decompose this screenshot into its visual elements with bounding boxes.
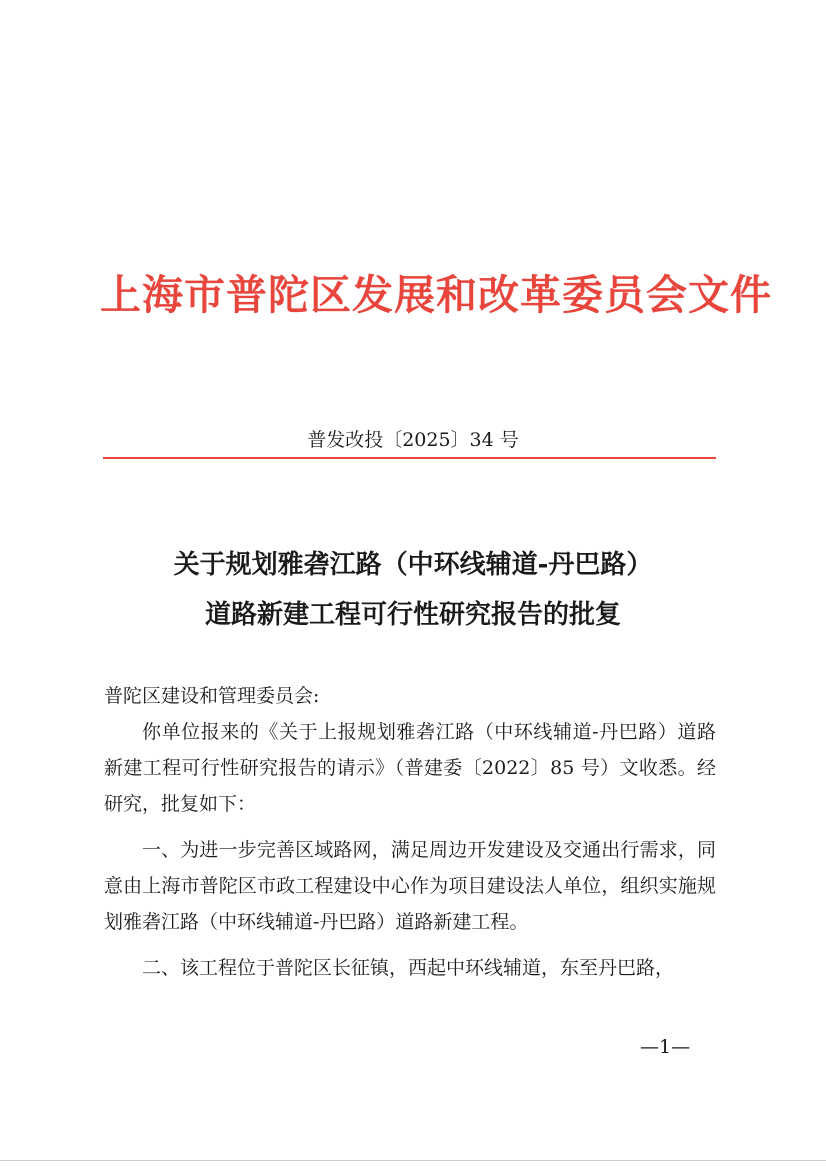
document-number: 普发改投〔2025〕34 号 xyxy=(307,429,519,451)
document-title xyxy=(100,540,726,640)
body-paragraph: 你单位报来的《关于上报规划雅砻江路（中环线辅道-丹巴路）道路新建工程可行性研究报告的请示》（普建委〔2022〕85 号）文收悉。经研究，批复如下： xyxy=(104,721,716,815)
body-paragraph: 二、该工程位于普陀区长征镇，西起中环线辅道，东至丹巴路， xyxy=(142,957,675,979)
scan-edge-line xyxy=(0,1160,826,1161)
addressee: 普陀区建设和管理委员会: xyxy=(104,685,320,707)
document-body xyxy=(104,678,716,996)
header-red-rule xyxy=(103,457,716,459)
body-paragraph: 一、为进一步完善区域路网，满足周边开发建设及交通出行需求，同意由上海市普陀区市政工程建设中心作为项目建设法人单位，组织实施规划雅砻江路（中环线辅道-丹巴路）道路新建工程。 xyxy=(104,839,716,933)
document-title-line-1: 关于规划雅砻江路（中环线辅道-丹巴路） xyxy=(173,550,653,580)
document-title-line-2: 道路新建工程可行性研究报告的批复 xyxy=(204,600,621,630)
issuer-header-title: 上海市普陀区发展和改革委员会文件 xyxy=(100,271,772,319)
page-number: —1— xyxy=(640,1036,691,1058)
